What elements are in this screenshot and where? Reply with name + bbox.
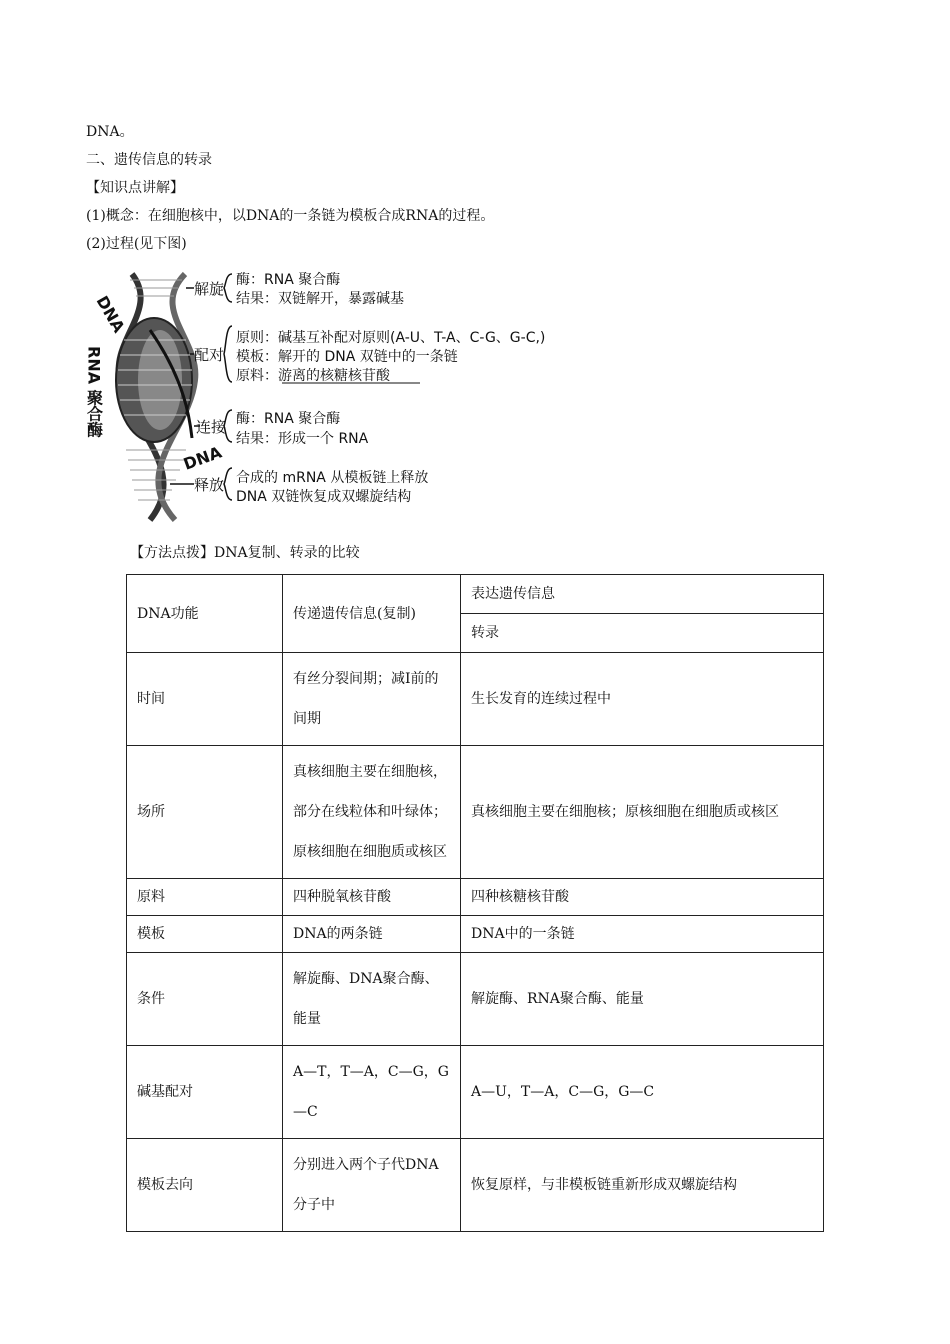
method-heading: 【方法点拨】DNA复制、转录的比较: [130, 545, 360, 561]
step-join-line-2: 结果：形成一个 RNA: [236, 431, 369, 447]
row-label: 碱基配对: [127, 1046, 283, 1139]
step-release-label: 释放: [194, 476, 225, 494]
table-row: [127, 953, 824, 1046]
step-unwind-line-1: 酶：RNA 聚合酶: [236, 272, 341, 288]
table-row: [127, 879, 824, 916]
step-pair-label: 配对: [194, 346, 225, 364]
replication-cell: 有丝分裂间期；减Ⅰ前的间期: [283, 653, 461, 746]
step-release-line-1: 合成的 mRNA 从模板链上释放: [236, 470, 429, 486]
dna-bottom-label: DNA: [180, 442, 225, 474]
step-unwind-line-2: 结果：双链解开，暴露碱基: [236, 291, 404, 307]
table-row: [127, 746, 824, 879]
subsection-heading: 【知识点讲解】: [86, 180, 184, 196]
rna-polymerase-label: RNA 聚合酶: [84, 346, 104, 438]
step-join-line-1: 酶：RNA 聚合酶: [236, 411, 341, 427]
header-col2: 传递遗传信息(复制): [283, 575, 461, 653]
table-row: [127, 653, 824, 746]
text-line-dna: DNA。: [86, 124, 134, 140]
dna-top-label: DNA: [92, 292, 129, 336]
transcription-cell: 真核细胞主要在细胞核；原核细胞在细胞质或核区: [461, 746, 824, 879]
replication-cell: DNA的两条链: [283, 916, 461, 953]
transcription-cell: 四种核糖核苷酸: [461, 879, 824, 916]
replication-cell: 四种脱氧核苷酸: [283, 879, 461, 916]
process-line: (2)过程(见下图): [86, 236, 187, 252]
table-row: [127, 1046, 824, 1139]
header-col3-bottom: 转录: [461, 614, 824, 653]
step-pair-line-3: 原料：游离的核糖核苷酸: [236, 368, 390, 384]
step-release-line-2: DNA 双链恢复成双螺旋结构: [236, 489, 412, 505]
table-row: [127, 1139, 824, 1232]
transcription-cell: 生长发育的连续过程中: [461, 653, 824, 746]
row-label: 模板去向: [127, 1139, 283, 1232]
row-label: 时间: [127, 653, 283, 746]
row-label: 模板: [127, 916, 283, 953]
replication-cell: 解旋酶、DNA聚合酶、能量: [283, 953, 461, 1046]
replication-cell: 分别进入两个子代DNA分子中: [283, 1139, 461, 1232]
row-label: 条件: [127, 953, 283, 1046]
step-pair-line-2: 模板：解开的 DNA 双链中的一条链: [236, 349, 458, 365]
table-row: [127, 916, 824, 953]
transcription-diagram: [84, 270, 610, 522]
step-join-label: 连接: [196, 418, 227, 436]
row-label: 原料: [127, 879, 283, 916]
concept-line: (1)概念：在细胞核中，以DNA的一条链为模板合成RNA的过程。: [86, 208, 495, 224]
transcription-cell: DNA中的一条链: [461, 916, 824, 953]
row-label: 场所: [127, 746, 283, 879]
comparison-table: [126, 574, 824, 1232]
replication-cell: 真核细胞主要在细胞核，部分在线粒体和叶绿体；原核细胞在细胞质或核区: [283, 746, 461, 879]
step-pair-line-1: 原则：碱基互补配对原则(A-U、T-A、C-G、G-C,): [236, 330, 546, 346]
step-unwind-label: 解旋: [194, 280, 225, 298]
transcription-cell: A—U，T—A，C—G，G—C: [461, 1046, 824, 1139]
transcription-cell: 解旋酶、RNA聚合酶、能量: [461, 953, 824, 1046]
transcription-cell: 恢复原样，与非模板链重新形成双螺旋结构: [461, 1139, 824, 1232]
section-heading: 二、遗传信息的转录: [86, 152, 212, 168]
header-col3-top: 表达遗传信息: [461, 575, 824, 614]
header-col1: DNA功能: [127, 575, 283, 653]
replication-cell: A—T，T—A，C—G，G—C: [283, 1046, 461, 1139]
